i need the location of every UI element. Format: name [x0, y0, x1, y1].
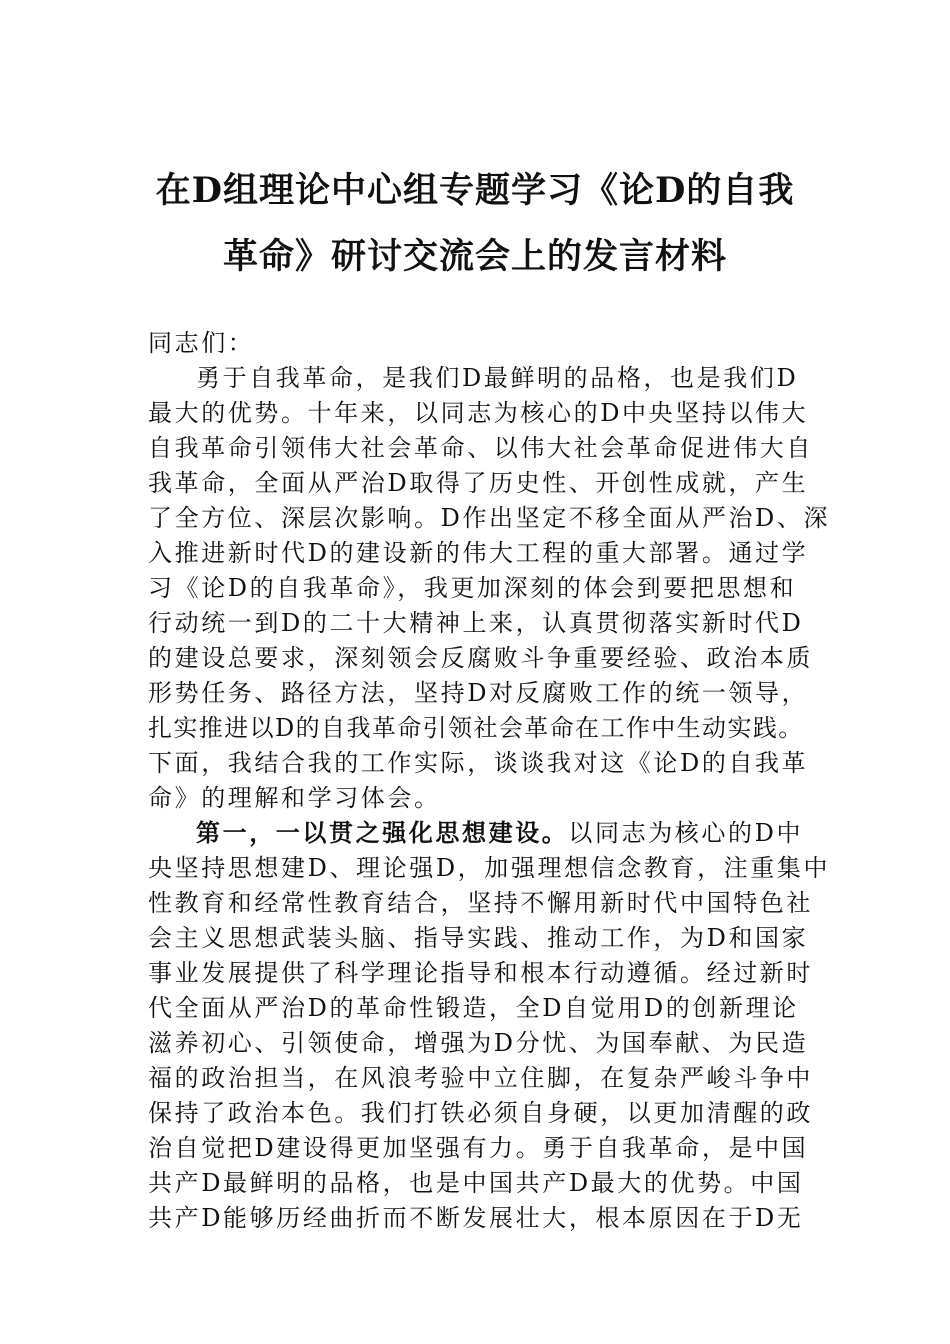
paragraph-1-line: 下面，我结合我的工作实际，谈谈我对这《论D的自我革: [148, 749, 809, 777]
paragraph-2-line: 事业发展提供了科学理论指导和根本行动遵循。经过新时: [148, 959, 813, 987]
paragraph-1-line: 入推进新时代D的建设新的伟大工程的重大部署。通过学: [148, 539, 809, 567]
paragraph-2-line: 代全面从严治D的革命性锻造，全D自觉用D的创新理论: [148, 994, 799, 1022]
paragraph-2-line: 治自觉把D建设得更加坚强有力。勇于自我革命，是中国: [148, 1134, 809, 1162]
paragraph-2-line: 央坚持思想建D、理论强D，加强理想信念教育，注重集中: [148, 854, 831, 882]
paragraph-1-line: 了全方位、深层次影响。D作出坚定不移全面从严治D、深: [148, 504, 831, 532]
paragraph-1-line: 最大的优势。十年来，以同志为核心的D中央坚持以伟大: [148, 399, 809, 427]
paragraph-1-line: 扎实推进以D的自我革命引领社会革命在工作中生动实践。: [148, 714, 804, 742]
document-title-line-1: 在D组理论中心组专题学习《论D的自我: [155, 170, 795, 211]
paragraph-1-line: 命》的理解和学习体会。: [148, 784, 441, 812]
paragraph-1-line: 勇于自我革命，是我们D最鲜明的品格，也是我们D: [196, 364, 799, 392]
paragraph-1-line: 习《论D的自我革命》，我更加深刻的体会到要把思想和: [148, 574, 797, 602]
paragraph-1-line: 的建设总要求，深刻领会反腐败斗争重要经验、政治本质: [148, 644, 813, 672]
salutation: 同志们：: [148, 329, 255, 357]
paragraph-2-line: 性教育和经常性教育结合，坚持不懈用新时代中国特色社: [148, 889, 813, 917]
paragraph-2-line: 共产D最鲜明的品格，也是中国共产D最大的优势。中国: [148, 1169, 804, 1197]
paragraph-2-line: 共产D能够历经曲折而不断发展壮大，根本原因在于D无: [148, 1204, 804, 1232]
paragraph-2-first-line: [196, 816, 803, 850]
paragraph-2-heading: 第一，一以贯之强化思想建设。: [196, 818, 569, 847]
paragraph-2-line: 滋养初心、引领使命，增强为D分忧、为国奉献、为民造: [148, 1029, 809, 1057]
paragraph-1-line: 我革命，全面从严治D取得了历史性、开创性成就，产生: [148, 469, 809, 497]
paragraph-2-line: 会主义思想武装头脑、指导实践、推动工作，为D和国家: [148, 924, 809, 952]
document-title-line-2: 革命》研讨交流会上的发言材料: [222, 236, 727, 277]
paragraph-2-first-line-rest: 以同志为核心的D中: [568, 819, 804, 847]
paragraph-2-line: 福的政治担当，在风浪考验中立住脚，在复杂严峻斗争中: [148, 1064, 813, 1092]
paragraph-1-line: 行动统一到D的二十大精神上来，认真贯彻落实新时代D: [148, 609, 804, 637]
paragraph-2-line: 保持了政治本色。我们打铁必须自身硬，以更加清醒的政: [148, 1099, 813, 1127]
paragraph-1-line: 形势任务、路径方法，坚持D对反腐败工作的统一领导，: [148, 679, 809, 707]
paragraph-1-line: 自我革命引领伟大社会革命、以伟大社会革命促进伟大自: [148, 434, 813, 462]
